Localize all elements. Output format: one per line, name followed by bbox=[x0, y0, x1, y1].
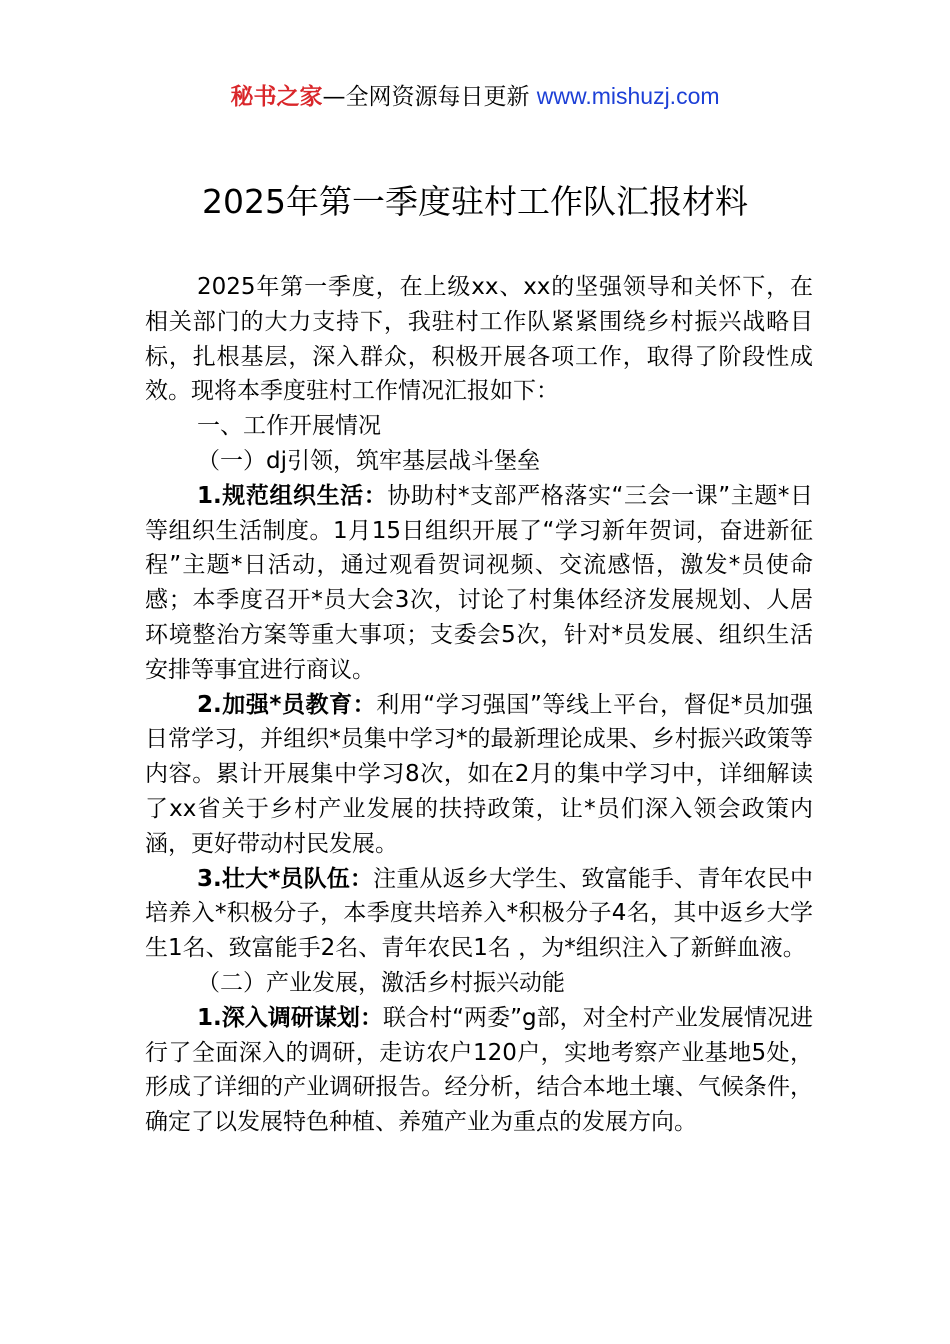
section-heading: 一、工作开展情况 bbox=[197, 413, 381, 440]
document-title: 2025年第一季度驻村工作队汇报材料 bbox=[202, 182, 748, 221]
item-text: 注重从返乡大学生、致富能手、青年农民中培养入*积极分子，本季度共培养入*积极分子4名，其中返乡大学生1名、致富能手2名、青年农民1名 ，为*组织注入了新鲜血液。 bbox=[145, 865, 813, 962]
body-paragraph bbox=[145, 688, 813, 862]
subsection-heading: （一）dj引领，筑牢基层战斗堡垒 bbox=[197, 447, 540, 474]
item-lead: 1.规范组织生活： bbox=[197, 482, 388, 509]
document-body bbox=[145, 270, 813, 1140]
body-paragraph bbox=[145, 1001, 813, 1140]
site-url-link[interactable]: www.mishuzj.com bbox=[536, 83, 720, 109]
body-paragraph bbox=[145, 862, 813, 966]
site-brand: 秘书之家 bbox=[230, 84, 323, 110]
item-text: 利用“学习强国”等线上平台，督促*员加强日常学习，并组织*员集中学习*的最新理论成果、乡村振兴政策等内容。累计开展集中学习8次，如在2月的集中学习中，详细解读了xx省关于乡村产业发展的扶持政策，让*员们深入领会政策内涵，更好带动村民发展。 bbox=[145, 691, 813, 857]
item-text: 协助村*支部严格落实“三会一课”主题*日等组织生活制度。1月15日组织开展了“学习新年贺词，奋进新征程”主题*日活动，通过观看贺词视频、交流感悟，激发*员使命感；本季度召开*员大会3次，讨论了村集体经济发展规划、人居环境整治方案等重大事项；支委会5次，针对*员发展、组织生活安排等事宜进行商议。 bbox=[145, 482, 813, 683]
site-header bbox=[0, 80, 950, 113]
item-text: 联合村“两委”g部，对全村产业发展情况进行了全面深入的调研，走访农户120户，实地考察产业基地5处，形成了详细的产业调研报告。经分析，结合本地土壤、气候条件，确定了以发展特色种植、养殖产业为重点的发展方向。 bbox=[145, 1004, 813, 1136]
item-lead: 1.深入调研谋划： bbox=[197, 1004, 383, 1031]
intro-paragraph: 2025年第一季度，在上级xx、xx的坚强领导和关怀下，在相关部门的大力支持下，我驻村工作队紧紧围绕乡村振兴战略目标，扎根基层，深入群众，积极开展各项工作，取得了阶段性成效。现将本季度驻村工作情况汇报如下： bbox=[145, 274, 813, 405]
subsection-heading: （二）产业发展，激活乡村振兴动能 bbox=[197, 969, 565, 996]
item-lead: 3.壮大*员队伍： bbox=[197, 865, 374, 892]
item-lead: 2.加强*员教育： bbox=[197, 691, 377, 718]
site-slogan: —全网资源每日更新 bbox=[322, 84, 537, 110]
body-paragraph bbox=[145, 479, 813, 688]
